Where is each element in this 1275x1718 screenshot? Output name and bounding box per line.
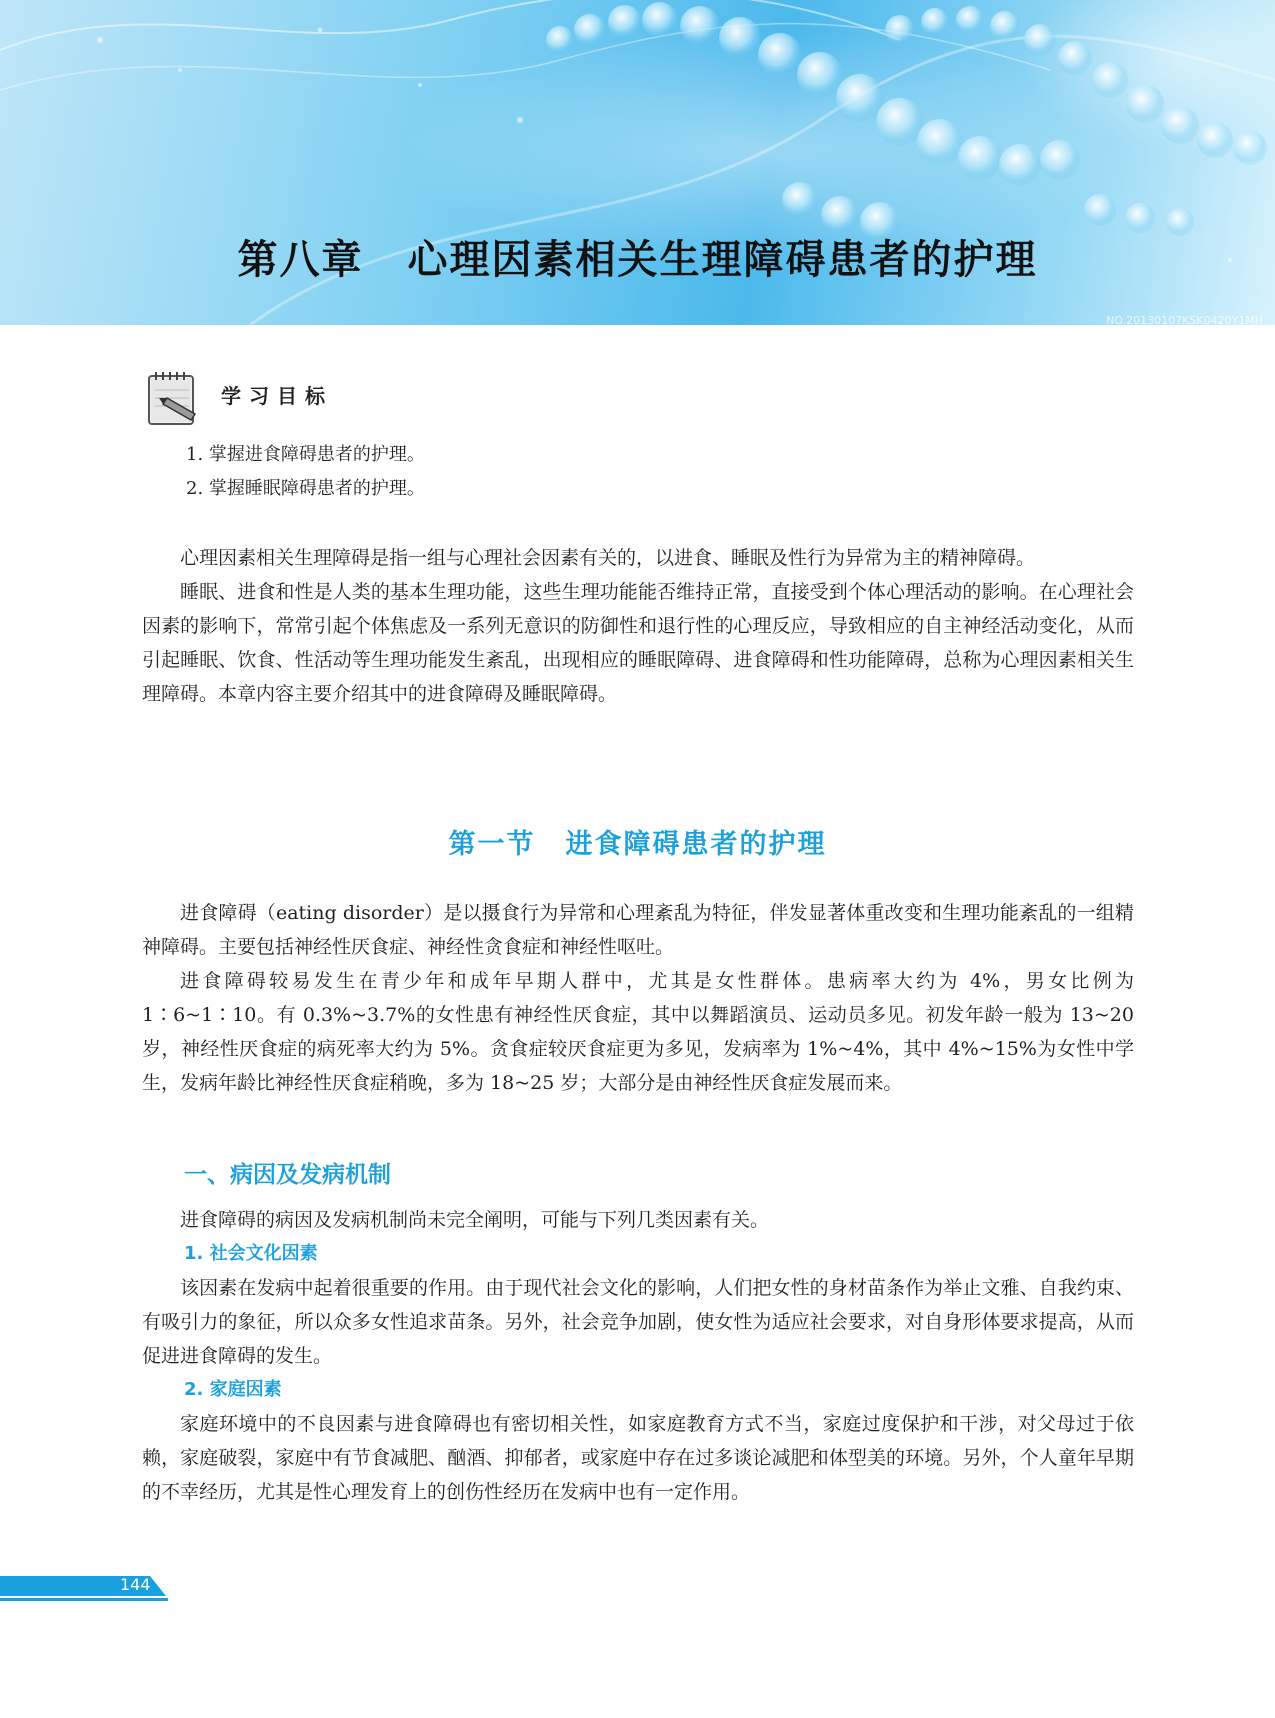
- section-paragraph: 进食障碍（eating disorder）是以摄食行为异常和心理紊乱为特征，伴发显著体重改变和生理功能紊乱的一组精神障碍。主要包括神经性厌食症、神经性贪食症和神经性呕吐。: [142, 902, 1134, 958]
- section-title: [0, 822, 1275, 861]
- cause-paragraph: 该因素在发病中起着很重要的作用。由于现代社会文化的影响，人们把女性的身材苗条作为举止文雅、自我约束、有吸引力的象征，所以众多女性追求苗条。另外，社会竞争加剧，使女性为适应社会要求，对自身形体要求提高，从而促进进食障碍的发生。: [142, 1277, 1134, 1367]
- causes-text: [142, 1203, 1134, 1509]
- intro-paragraph: 睡眠、进食和性是人类的基本生理功能，这些生理功能能否维持正常，直接受到个体心理活动的影响。在心理社会因素的影响下，常常引起个体焦虑及一系列无意识的防御性和退行性的心理反应，导致相应的自主神经活动变化，从而引起睡眠、饮食、性活动等生理功能发生紊乱，出现相应的睡眠障碍、进食障碍和性功能障碍，总称为心理因素相关生理障碍。本章内容主要介绍其中的进食障碍及睡眠障碍。: [142, 581, 1134, 705]
- chapter-title: [0, 228, 1275, 285]
- chapter-number: 第八章: [237, 236, 364, 283]
- learning-goal-item: 1. 掌握进食障碍患者的护理。: [186, 444, 425, 465]
- page-number: 144: [120, 1575, 151, 1594]
- notepad-pencil-icon: [145, 368, 205, 428]
- banner-code: NO.20130107KSK0420Y1MH: [1106, 314, 1263, 325]
- cause-heading: 1. 社会文化因素: [184, 1243, 318, 1264]
- learning-goals-list: [186, 438, 425, 506]
- subsection-intro: 进食障碍的病因及发病机制尚未完全阐明，可能与下列几类因素有关。: [180, 1209, 770, 1231]
- section-text: [142, 896, 1134, 1100]
- section-number: 第一节: [448, 829, 536, 860]
- learning-goal-item: 2. 掌握睡眠障碍患者的护理。: [186, 478, 425, 499]
- learning-goals-title: 学习目标: [221, 384, 333, 408]
- intro-text: [142, 541, 1134, 711]
- chapter-banner: [0, 0, 1275, 325]
- section-paragraph: 进食障碍较易发生在青少年和成年早期人群中，尤其是女性群体。患病率大约为 4%，男女比例为 1∶6~1∶10。有 0.3%~3.7%的女性患有神经性厌食症，其中以舞蹈演员、运动员多见。初发年龄一般为 13~20 岁，神经性厌食症的病死率大约为 5%。贪食症较厌食症更为多见，发病率为 1%~4%，其中 4%~15%为女性中学生，发病年龄比神经性厌食症稍晚，多为 18~25 岁；大部分是由神经性厌食症发展而来。: [142, 970, 1134, 1094]
- cause-paragraph: 家庭环境中的不良因素与进食障碍也有密切相关性，如家庭教育方式不当，家庭过度保护和干涉，对父母过于依赖，家庭破裂，家庭中有节食减肥、酗酒、抑郁者，或家庭中存在过多谈论减肥和体型美的环境。另外，个人童年早期的不幸经历，尤其是性心理发育上的创伤性经历在发病中也有一定作用。: [142, 1413, 1134, 1503]
- chapter-title-text: 心理因素相关生理障碍患者的护理: [407, 236, 1038, 283]
- cause-heading: 2. 家庭因素: [184, 1379, 282, 1400]
- section-title-text: 进食障碍患者的护理: [565, 829, 827, 860]
- subsection-title: 一、病因及发病机制: [184, 1162, 391, 1188]
- intro-paragraph: 心理因素相关生理障碍是指一组与心理社会因素有关的，以进食、睡眠及性行为异常为主的精神障碍。: [180, 547, 1036, 569]
